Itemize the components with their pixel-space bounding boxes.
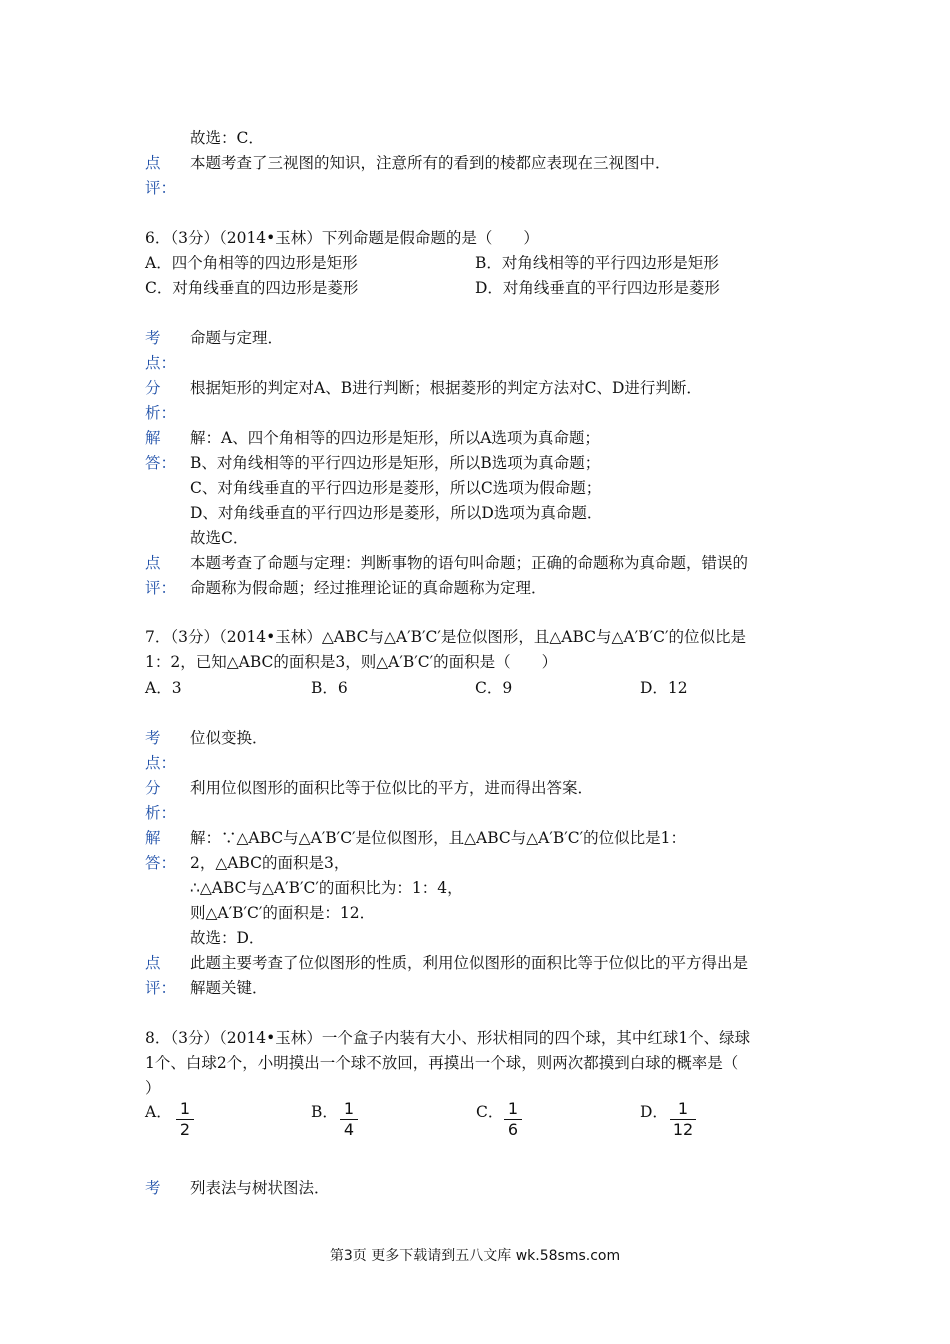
q8-option-d-fraction — [670, 1100, 696, 1139]
q8-option-c-label: C． — [476, 1103, 504, 1121]
q8-stem-line-2: 1个、白球2个，小明摸出一个球不放回，再摸出一个球，则两次都摸到白球的概率是（ — [145, 1054, 739, 1072]
q7-jieda-line-5: 故选：D． — [190, 929, 265, 947]
q6-jieda-line-5: 故选C． — [190, 529, 249, 547]
q6-option-a: A．四个角相等的四边形是矩形 — [145, 254, 358, 272]
q8-option-c-numerator: 1 — [507, 1099, 519, 1118]
q7-dianping-line-2: 解题关键． — [190, 979, 268, 997]
q6-jieda-label-2: 答： — [145, 454, 177, 472]
q7-jieda-label-2: 答： — [145, 854, 177, 872]
q8-option-c-fraction — [504, 1100, 522, 1139]
q8-option-a-numerator: 1 — [179, 1099, 191, 1118]
q7-dianping-line-1: 此题主要考查了位似图形的性质，利用位似图形的面积比等于位似比的平方得出是 — [190, 954, 749, 972]
q8-option-b-label: B． — [311, 1103, 338, 1121]
q8-option-d-numerator: 1 — [677, 1099, 689, 1118]
q7-fenxi-label-1: 分 — [145, 779, 161, 797]
q7-fenxi-text: 利用位似图形的面积比等于位似比的平方，进而得出答案． — [190, 779, 594, 797]
q7-fenxi-label-2: 析： — [145, 804, 177, 822]
q6-jieda-line-1: 解：A、四个角相等的四边形是矩形，所以A选项为真命题； — [190, 429, 600, 447]
q7-jieda-line-4: 则△A′B′C′的面积是：12． — [190, 904, 376, 922]
prev-comment-text: 本题考查了三视图的知识，注意所有的看到的棱都应表现在三视图中． — [190, 154, 671, 172]
q8-option-b-denominator: 4 — [343, 1120, 355, 1139]
q8-kaodian-text: 列表法与树状图法． — [190, 1179, 330, 1197]
q8-option-d-label: D． — [640, 1103, 668, 1121]
q6-fenxi-label-2: 析： — [145, 404, 177, 422]
q7-kaodian-label-2: 点： — [145, 754, 177, 772]
q7-option-d: D．12 — [640, 679, 688, 697]
q8-kaodian-label-1: 考 — [145, 1179, 161, 1197]
q7-jieda-label-1: 解 — [145, 829, 161, 847]
q6-jieda-label-1: 解 — [145, 429, 161, 447]
q7-jieda-line-1: 解：∵△ABC与△A′B′C′是位似图形，且△ABC与△A′B′C′的位似比是1： — [190, 829, 687, 847]
q8-option-d-denominator: 12 — [672, 1120, 694, 1139]
page-footer: 第3页 更多下载请到五八文库 wk.58sms.com — [329, 1248, 621, 1264]
q6-jieda-line-4: D、对角线垂直的平行四边形是菱形，所以D选项为真命题． — [190, 504, 603, 522]
prev-comment-label-1: 点 — [145, 154, 161, 172]
q6-kaodian-text: 命题与定理． — [190, 329, 284, 347]
q6-jieda-line-3: C、对角线垂直的平行四边形是菱形，所以C选项为假命题； — [190, 479, 602, 497]
q6-kaodian-label-1: 考 — [145, 329, 161, 347]
q6-dianping-label-1: 点 — [145, 554, 161, 572]
q7-stem-line-1: 7．（3分）（2014•玉林）△ABC与△A′B′C′是位似图形，且△ABC与△A′B′C′的位似比是 — [145, 628, 746, 646]
q6-fenxi-text: 根据矩形的判定对A、B进行判断；根据菱形的判定方法对C、D进行判断． — [190, 379, 702, 397]
q7-kaodian-text: 位似变换． — [190, 729, 268, 747]
q6-dianping-label-2: 评： — [145, 579, 177, 597]
q8-option-a-denominator: 2 — [179, 1120, 191, 1139]
q6-option-b: B．对角线相等的平行四边形是矩形 — [475, 254, 719, 272]
q8-option-c-denominator: 6 — [507, 1120, 519, 1139]
q8-option-b-numerator: 1 — [343, 1099, 355, 1118]
q6-dianping-line-2: 命题称为假命题；经过推理论证的真命题称为定理． — [190, 579, 547, 597]
q7-jieda-line-3: ∴△ABC与△A′B′C′的面积比为：1：4， — [190, 879, 463, 897]
q8-stem-line-3: ） — [145, 1079, 161, 1097]
q6-dianping-line-1: 本题考查了命题与定理：判断事物的语句叫命题；正确的命题称为真命题，错误的 — [190, 554, 749, 572]
q8-option-a-fraction — [176, 1100, 194, 1139]
prev-choice-line: 故选：C． — [190, 129, 264, 147]
q7-dianping-label-1: 点 — [145, 954, 161, 972]
q8-stem-line-1: 8．（3分）（2014•玉林）一个盒子内装有大小、形状相同的四个球，其中红球1个、绿球 — [145, 1029, 751, 1047]
q6-option-d: D．对角线垂直的平行四边形是菱形 — [475, 279, 720, 297]
q6-stem: 6．（3分）（2014•玉林）下列命题是假命题的是（ ） — [145, 229, 539, 247]
q7-kaodian-label-1: 考 — [145, 729, 161, 747]
q8-option-b-fraction — [340, 1100, 358, 1139]
q6-fenxi-label-1: 分 — [145, 379, 161, 397]
q7-jieda-line-2: 2，△ABC的面积是3， — [190, 854, 350, 872]
q8-option-a-label: A． — [145, 1103, 172, 1121]
q7-option-a: A．3 — [145, 679, 182, 697]
q6-option-c: C．对角线垂直的四边形是菱形 — [145, 279, 359, 297]
prev-comment-label-2: 评： — [145, 179, 177, 197]
q7-option-b: B．6 — [311, 679, 348, 697]
q6-jieda-line-2: B、对角线相等的平行四边形是矩形，所以B选项为真命题； — [190, 454, 601, 472]
q7-option-c: C．9 — [475, 679, 513, 697]
q7-dianping-label-2: 评： — [145, 979, 177, 997]
q6-kaodian-label-2: 点： — [145, 354, 177, 372]
q7-stem-line-2: 1：2，已知△ABC的面积是3，则△A′B′C′的面积是（ ） — [145, 653, 558, 671]
